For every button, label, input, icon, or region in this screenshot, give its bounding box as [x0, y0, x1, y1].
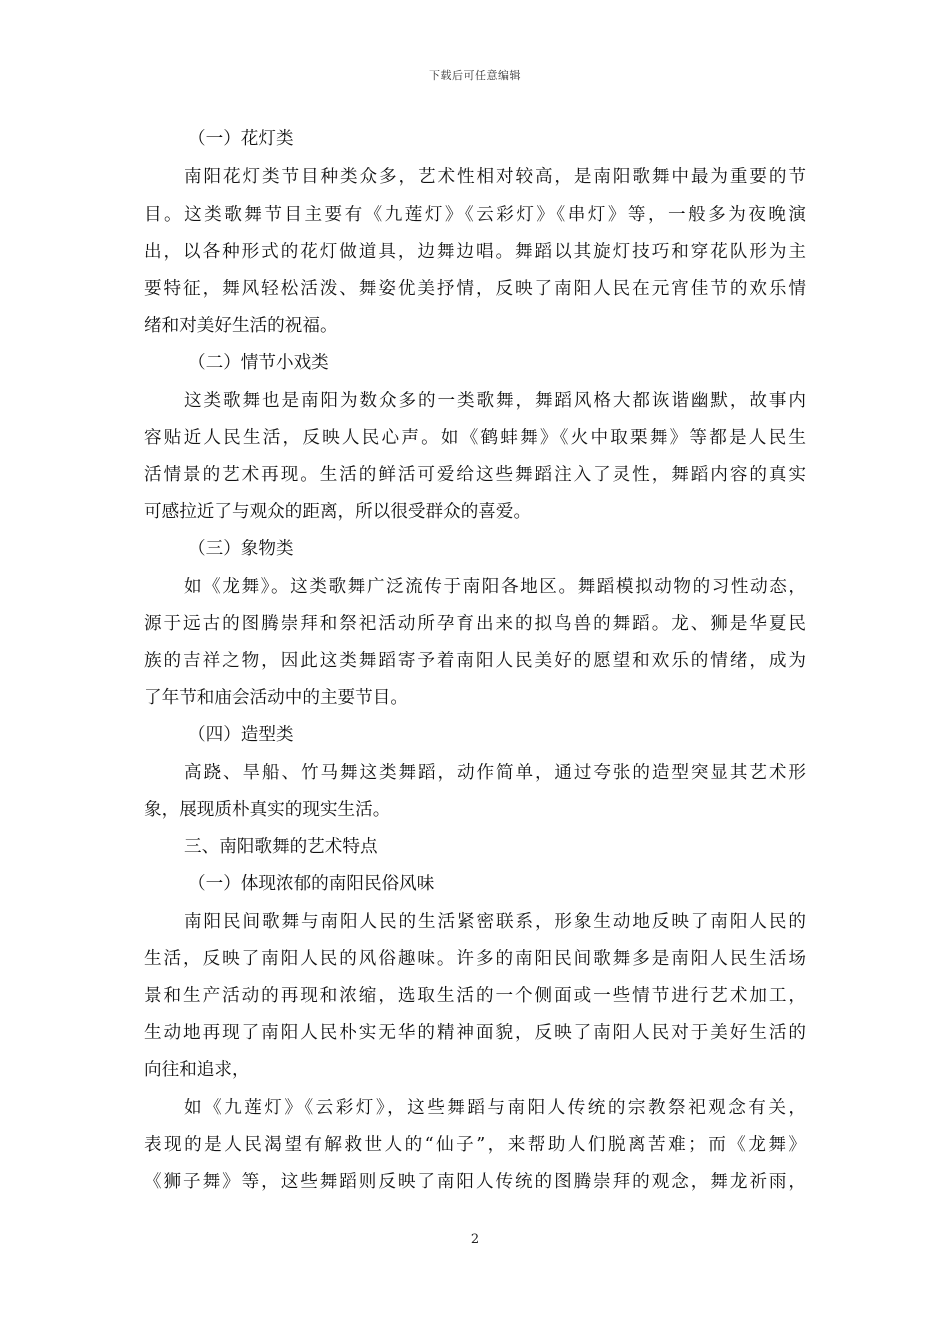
text-line: 了年节和庙会活动中的主要节目。: [144, 688, 408, 708]
text-line: 高跷、旱船、竹马舞这类舞蹈，动作简单，通过夸张的造型突显其艺术形: [184, 763, 806, 783]
page-header: 下载后可任意编辑: [429, 69, 521, 82]
section-heading: （一）体现浓郁的南阳民俗风味: [188, 874, 435, 894]
text-line: 活情景的艺术再现。生活的鲜活可爱给这些舞蹈注入了灵性，舞蹈内容的真实: [144, 465, 806, 485]
text-line: 景和生产活动的再现和浓缩，选取生活的一个侧面或一些情节进行艺术加工，: [144, 986, 806, 1006]
text-line: 南阳民间歌舞与南阳人民的生活紧密联系，形象生动地反映了南阳人民的: [184, 912, 806, 932]
text-line: 表现的是人民渴望有解救世人的“仙子”，来帮助人们脱离苦难；而《龙舞》: [144, 1135, 806, 1155]
text-line: 生活，反映了南阳人民的风俗趣味。许多的南阳民间歌舞多是南阳人民生活场: [144, 949, 806, 969]
section-heading: （三）象物类: [188, 539, 294, 559]
text-line: 《狮子舞》等，这些舞蹈则反映了南阳人传统的图腾崇拜的观念，舞龙祈雨，: [144, 1172, 806, 1192]
text-line: 要特征，舞风轻松活泼、舞姿优美抒情，反映了南阳人民在元宵佳节的欢乐情: [144, 279, 806, 299]
section-heading: （四）造型类: [188, 725, 294, 745]
text-line: 如《九莲灯》《云彩灯》，这些舞蹈与南阳人传统的宗教祭祀观念有关，: [184, 1098, 806, 1118]
text-line: 族的吉祥之物，因此这类舞蹈寄予着南阳人民美好的愿望和欢乐的情绪，成为: [144, 651, 806, 671]
section-heading: （二）情节小戏类: [188, 353, 329, 373]
text-line: 出，以各种形式的花灯做道具，边舞边唱。舞蹈以其旋灯技巧和穿花队形为主: [144, 242, 806, 262]
text-line: 绪和对美好生活的祝福。: [144, 316, 338, 336]
text-line: 如《龙舞》。这类歌舞广泛流传于南阳各地区。舞蹈模拟动物的习性动态，: [184, 577, 806, 597]
text-line: 向往和追求，: [144, 1060, 250, 1080]
section-heading: （一）花灯类: [188, 129, 294, 149]
text-line: 这类歌舞也是南阳为数众多的一类歌舞，舞蹈风格大都诙谐幽默，故事内: [184, 391, 806, 411]
text-line: 目。这类歌舞节目主要有《九莲灯》《云彩灯》《串灯》等，一般多为夜晚演: [144, 205, 806, 225]
text-line: 生动地再现了南阳人民朴实无华的精神面貌，反映了南阳人民对于美好生活的: [144, 1023, 806, 1043]
text-line: 容贴近人民生活，反映人民心声。如《鹤蚌舞》《火中取栗舞》等都是人民生: [144, 428, 806, 448]
page-number: 2: [470, 1232, 480, 1247]
text-line: 南阳花灯类节目种类众多，艺术性相对较高，是南阳歌舞中最为重要的节: [184, 167, 806, 187]
text-line: 可感拉近了与观众的距离，所以很受群众的喜爱。: [144, 502, 532, 522]
text-line: 象，展现质朴真实的现实生活。: [144, 800, 391, 820]
text-line: 源于远古的图腾崇拜和祭祀活动所孕育出来的拟鸟兽的舞蹈。龙、狮是华夏民: [144, 614, 806, 634]
chapter-heading: 三、南阳歌舞的艺术特点: [184, 837, 378, 857]
